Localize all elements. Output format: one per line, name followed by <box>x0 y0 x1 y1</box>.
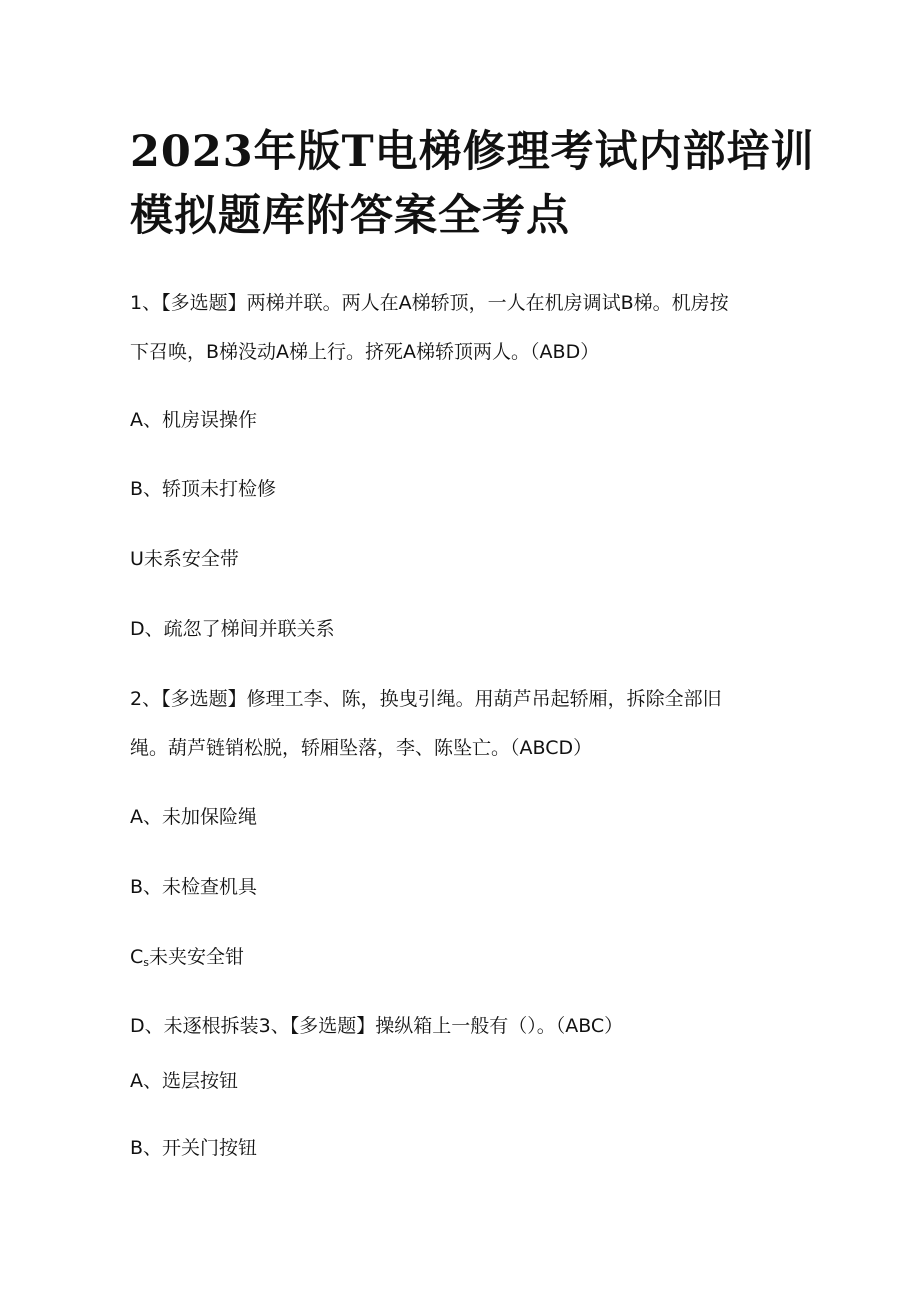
question-3-option-b: B、开关门按钮 <box>130 1137 258 1159</box>
question-2-option-a: A、未加保险绳 <box>130 806 257 828</box>
question-1-option-b: B、轿顶未打检修 <box>130 478 277 500</box>
option-c-letter: C <box>130 946 144 968</box>
option-c-subscript: s <box>143 956 150 969</box>
question-2-text-line-1: 2、【多选题】修理工李、陈，换曳引绳。用葫芦吊起轿厢，拆除全部旧 <box>130 688 722 710</box>
question-3-option-a: A、选层按钮 <box>130 1070 238 1092</box>
title-line-2: 模拟题库附答案全考点 <box>130 191 570 241</box>
question-1-option-c: U未系安全带 <box>130 548 239 570</box>
title-line-1: 2023年版T电梯修理考试内部培训 <box>130 127 815 177</box>
question-1-option-d: D、疏忽了梯间并联关系 <box>130 618 335 640</box>
question-2-text-line-2: 绳。葫芦链销松脱，轿厢坠落，李、陈坠亡。（ABCD） <box>130 737 593 759</box>
question-1-text-line-1: 1、【多选题】两梯并联。两人在A梯轿顶，一人在机房调试B梯。机房按 <box>130 292 729 314</box>
question-2-option-b: B、未检查机具 <box>130 876 258 898</box>
question-1-option-a: A、机房误操作 <box>130 409 257 431</box>
option-c-text: 未夹安全钳 <box>149 946 245 968</box>
question-1-text-line-2: 下召唤，B梯没动A梯上行。挤死A梯轿顶两人。（ABD） <box>130 341 600 363</box>
question-2-option-c <box>130 945 810 975</box>
question-2-option-d-and-question-3: D、未逐根拆装3、【多选题】操纵箱上一般有（）。（ABC） <box>130 1015 624 1037</box>
document-title <box>130 120 815 248</box>
